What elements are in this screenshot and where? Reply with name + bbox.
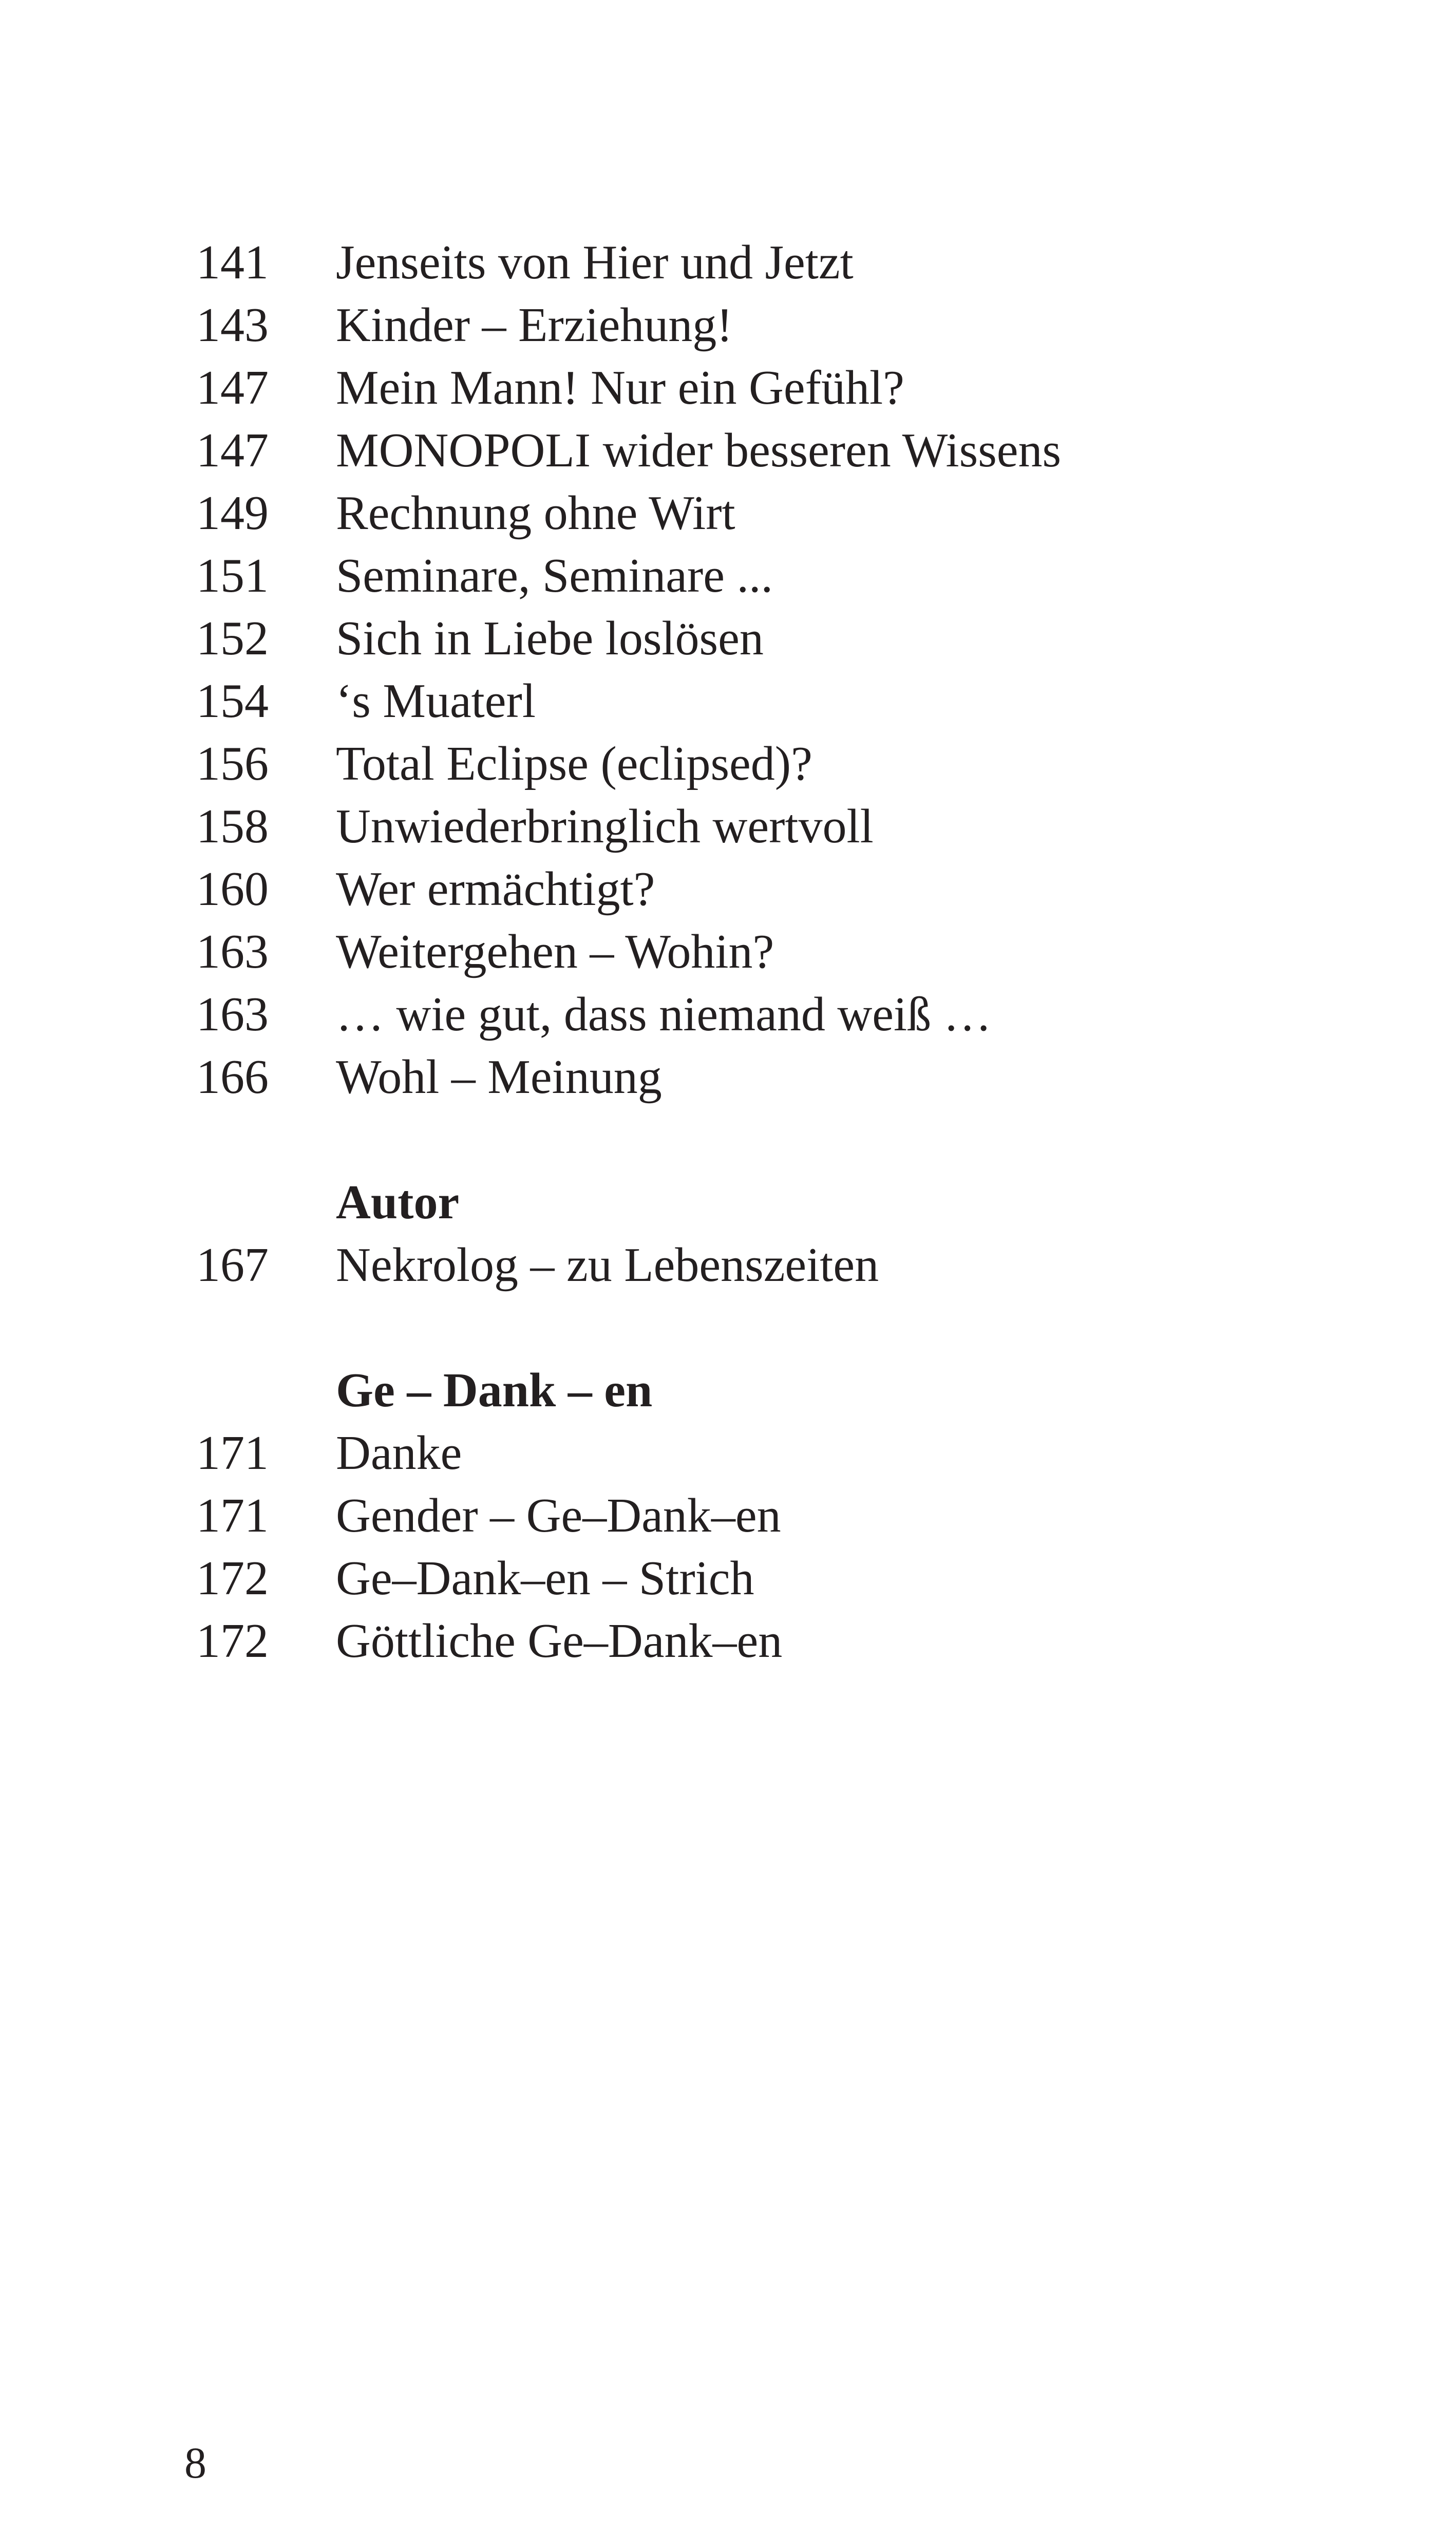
toc-page-number: 147 xyxy=(196,361,269,414)
toc-title: Weitergehen – Wohin? xyxy=(336,925,774,978)
toc-group-main xyxy=(196,231,1275,1108)
section-gap xyxy=(196,1296,1275,1359)
toc-page-number: 147 xyxy=(196,424,269,477)
toc-entry xyxy=(196,858,1275,920)
toc-group-ge-dank-en xyxy=(196,1359,1275,1672)
toc-title: Wohl – Meinung xyxy=(336,1050,662,1104)
toc-entry xyxy=(196,1234,1275,1296)
toc-title: … wie gut, dass niemand weiß … xyxy=(336,988,992,1041)
toc-page-number: 167 xyxy=(196,1238,269,1292)
toc-entry xyxy=(196,1046,1275,1108)
toc-title: Göttliche Ge–Dank–en xyxy=(336,1614,783,1668)
toc-page-number: 149 xyxy=(196,486,269,540)
toc-entry xyxy=(196,231,1275,294)
toc-page-number: 152 xyxy=(196,612,269,665)
toc-title: Mein Mann! Nur ein Gefühl? xyxy=(336,361,904,414)
toc-entry xyxy=(196,795,1275,858)
toc-page-number: 154 xyxy=(196,674,269,728)
page-number: 8 xyxy=(184,2438,206,2487)
section-heading xyxy=(196,1171,1275,1234)
toc-entry xyxy=(196,1610,1275,1672)
toc-page-number: 171 xyxy=(196,1489,269,1542)
toc-title: MONOPOLI wider besseren Wissens xyxy=(336,424,1062,477)
toc-entry xyxy=(196,1547,1275,1610)
toc-page-number: 163 xyxy=(196,925,269,978)
section-heading-text: Autor xyxy=(336,1176,460,1229)
toc-entry xyxy=(196,482,1275,544)
toc-entry xyxy=(196,920,1275,983)
toc-entry xyxy=(196,544,1275,607)
toc-entry xyxy=(196,419,1275,482)
toc-page-number: 143 xyxy=(196,298,269,352)
section-heading xyxy=(196,1359,1275,1422)
toc-entry xyxy=(196,294,1275,356)
toc-entry xyxy=(196,356,1275,419)
toc-title: Kinder – Erziehung! xyxy=(336,298,733,352)
toc-page-number: 158 xyxy=(196,800,269,853)
toc-group-autor xyxy=(196,1171,1275,1296)
toc-page-number: 166 xyxy=(196,1050,269,1104)
toc-title: Unwiederbringlich wertvoll xyxy=(336,800,874,853)
toc-page-number: 156 xyxy=(196,737,269,790)
toc-page-number: 160 xyxy=(196,862,269,916)
section-gap xyxy=(196,1108,1275,1171)
toc-title: Gender – Ge–Dank–en xyxy=(336,1489,781,1542)
toc-page-number: 172 xyxy=(196,1552,269,1605)
toc-entry xyxy=(196,607,1275,670)
toc-title: Total Eclipse (eclipsed)? xyxy=(336,737,812,790)
toc-entry xyxy=(196,1484,1275,1547)
toc-title: Wer ermächtigt? xyxy=(336,862,655,916)
section-heading-text: Ge – Dank – en xyxy=(336,1364,653,1417)
table-of-contents xyxy=(196,231,1275,1672)
toc-title: Danke xyxy=(336,1426,462,1480)
toc-entry xyxy=(196,1422,1275,1484)
toc-title: ‘s Muaterl xyxy=(336,674,536,728)
toc-title: Jenseits von Hier und Jetzt xyxy=(336,236,854,289)
toc-title: Nekrolog – zu Lebenszeiten xyxy=(336,1238,879,1292)
toc-title: Sich in Liebe loslösen xyxy=(336,612,764,665)
toc-page-number: 163 xyxy=(196,988,269,1041)
toc-title: Ge–Dank–en – Strich xyxy=(336,1552,754,1605)
toc-page-number: 171 xyxy=(196,1426,269,1480)
toc-entry xyxy=(196,983,1275,1046)
toc-title: Rechnung ohne Wirt xyxy=(336,486,735,540)
toc-page-number: 151 xyxy=(196,549,269,602)
toc-entry xyxy=(196,732,1275,795)
toc-page-number: 172 xyxy=(196,1614,269,1668)
toc-title: Seminare, Seminare ... xyxy=(336,549,773,602)
toc-page-number: 141 xyxy=(196,236,269,289)
toc-entry xyxy=(196,670,1275,732)
